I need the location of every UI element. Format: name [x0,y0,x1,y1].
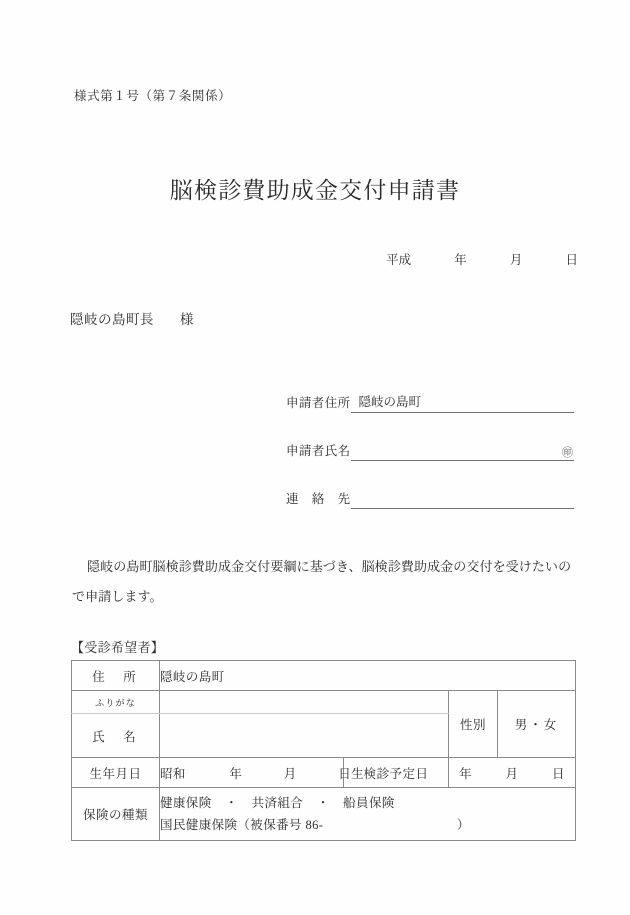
date-day-unit: 日 [565,253,578,267]
applicant-contact-label: 連 絡 先 [286,492,351,506]
insurance-option-4[interactable]: 国民健康保険（被保番号 [160,818,302,832]
applicant-contact-row [286,484,574,509]
birth-day-unit: 日生 [338,766,365,781]
birth-month-unit: 月 [283,766,297,781]
examinee-table [71,660,576,841]
insurance-close-paren: ） [456,818,470,832]
body-paragraph: 隠岐の島町脳検診費助成金交付要綱に基づき、脳検診費助成金の交付を受けたいので申請します。 [72,559,572,604]
exam-date-value-cell[interactable] [449,758,576,788]
addressee-honorific: 様 [179,312,194,327]
date-year-unit: 年 [454,253,467,267]
gender-label-cell: 性別 [449,691,498,758]
insurance-separator-2: ・ [316,796,330,810]
insurance-option-1[interactable]: 健康保険 [160,796,212,810]
insurance-number-prefix: 86- [305,818,324,832]
name-label-cell: 氏 名 [72,714,160,758]
date-month-unit: 月 [509,253,523,267]
form-number: 様式第１号（第７条関係） [74,89,232,103]
insurance-label-cell: 保険の種類 [72,788,160,841]
document-title: 脳検診費助成金交付申請書 [169,178,461,203]
date-line [0,250,578,268]
addressee-name: 隠岐の島町長 [70,312,154,327]
seal-icon: ㊞ [562,447,573,459]
furigana-value-cell[interactable] [160,691,449,714]
table-row-furigana [72,691,576,714]
section-heading-examinee: 【受診希望者】 [71,640,165,655]
insurance-option-3[interactable]: 船員保険 [343,796,395,810]
exam-month-unit: 月 [505,766,519,781]
insurance-option-2[interactable]: 共済組合 [251,796,304,810]
applicant-contact-field[interactable] [351,490,574,509]
insurance-value-cell[interactable] [160,788,576,841]
birthdate-value-cell[interactable] [160,758,365,788]
exam-date-label-cell: 検診予定日 [344,758,449,788]
table-row-address [72,661,576,691]
address-label-cell: 住 所 [72,661,160,691]
date-era: 平成 [386,253,412,267]
birthdate-label-cell: 生年月日 [72,758,160,788]
applicant-address-field[interactable]: 隠岐の島町 [351,394,574,413]
insurance-national-line [160,814,575,836]
gender-options-cell[interactable]: 男・女 [498,691,576,758]
name-value-cell[interactable] [160,714,449,758]
table-row-birthdate [72,758,576,788]
insurance-options-line [160,792,575,814]
address-value-cell[interactable]: 隠岐の島町 [160,661,576,691]
applicant-block [286,388,574,509]
birth-era: 昭和 [160,766,186,781]
birth-year-unit: 年 [229,766,243,781]
insurance-separator-1: ・ [225,796,239,810]
applicant-address-label: 申請者住所 [286,396,351,410]
exam-day-unit: 日 [551,766,565,781]
applicant-name-field[interactable] [351,442,574,461]
applicant-name-row [286,436,574,461]
exam-year-unit: 年 [459,766,473,781]
addressee [70,308,194,328]
table-row-insurance [72,788,576,841]
applicant-address-row [286,388,574,413]
applicant-name-label: 申請者氏名 [286,444,351,458]
furigana-label-cell: ふりがな [72,691,160,714]
